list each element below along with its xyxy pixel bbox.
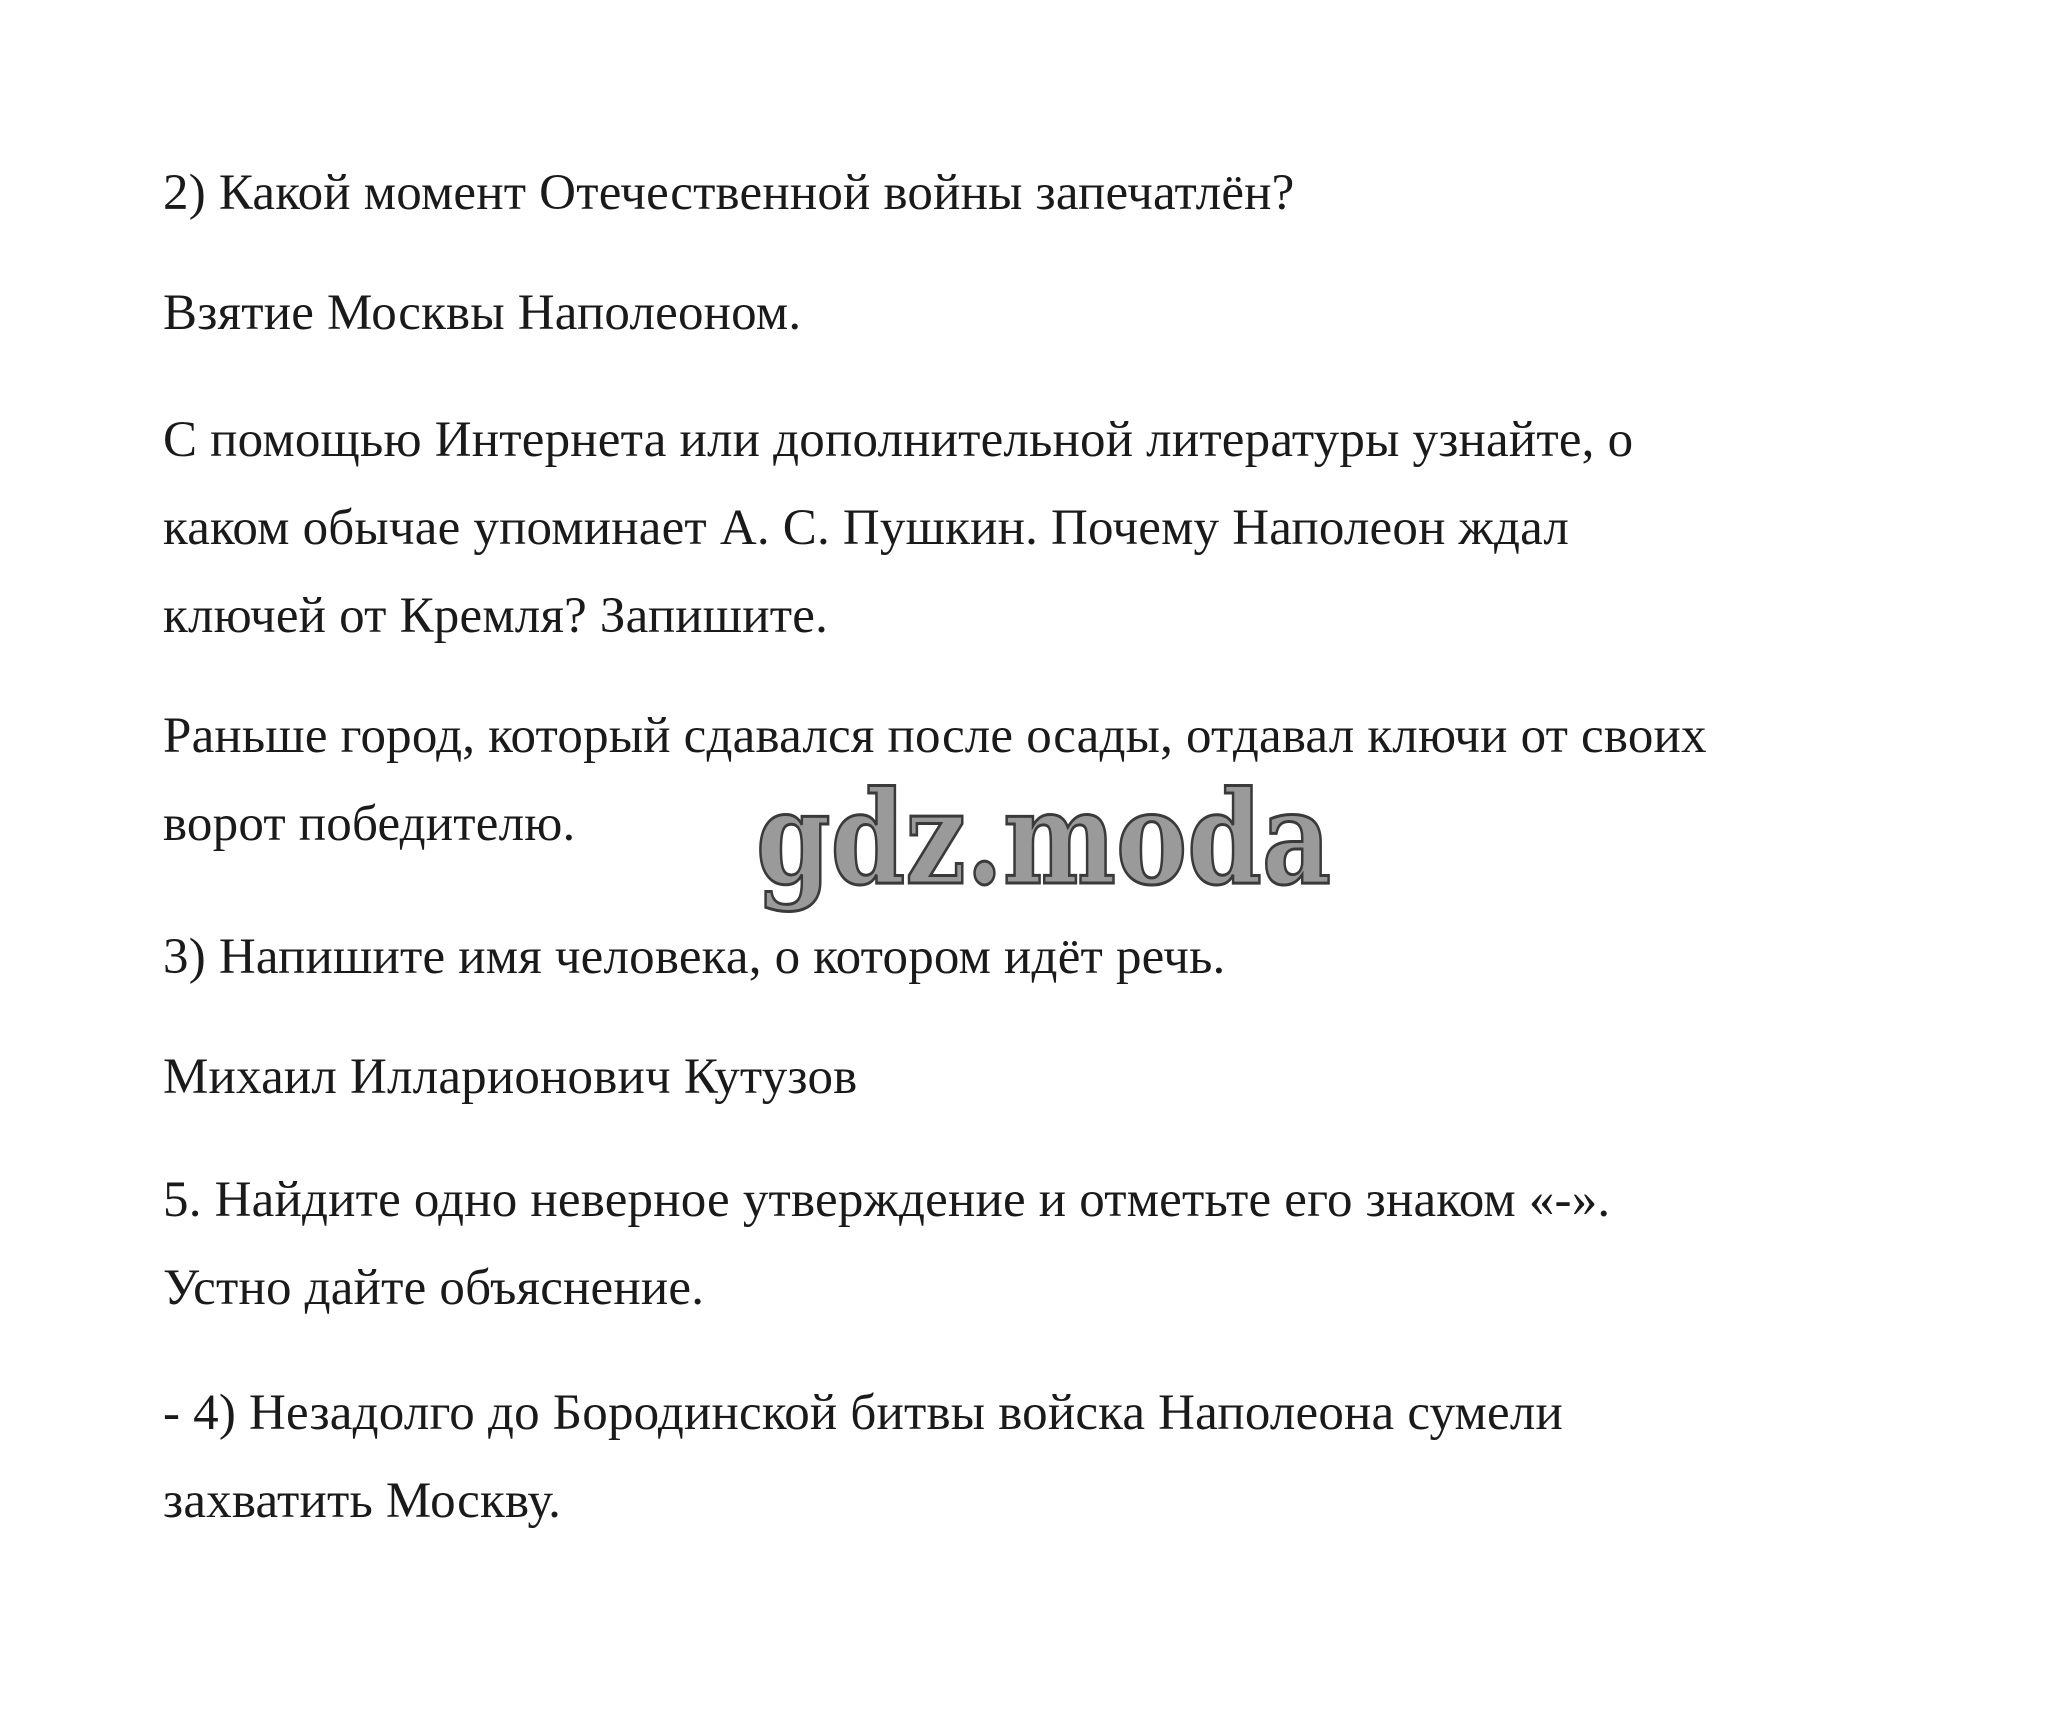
watermark-text: gdz.moda [756, 764, 1331, 914]
watermark-logo-icon [748, 764, 1338, 925]
question-3-line: 3) Напишите имя человека, о котором идёт речь. [163, 929, 1226, 985]
answer-5-line-2: захватить Москву. [163, 1473, 562, 1529]
answer-2-line: Взятие Москвы Наполеоном. [163, 285, 802, 341]
task-line-2: каком обычае упоминает А. С. Пушкин. Почему Наполеон ждал [163, 500, 1570, 556]
answer-3-line: Михаил Илларионович Кутузов [163, 1049, 858, 1105]
question-2-line: 2) Какой момент Отечественной войны запечатлён? [163, 165, 1295, 221]
answer-5-line-1: - 4) Незадолго до Бородинской битвы войска Наполеона сумели [163, 1385, 1563, 1441]
task-line-3: ключей от Кремля? Запишите. [163, 588, 829, 644]
answer-task-line-1: Раньше город, который сдавался после осады, отдавал ключи от своих [163, 708, 1707, 764]
question-5-line-2: Устно дайте объяснение. [163, 1260, 705, 1316]
answer-task-line-2: ворот победителю. [163, 796, 576, 852]
task-line-1: С помощью Интернета или дополнительной литературы узнайте, о [163, 412, 1634, 468]
question-5-line-1: 5. Найдите одно неверное утверждение и отметьте его знаком «-». [163, 1172, 1611, 1228]
